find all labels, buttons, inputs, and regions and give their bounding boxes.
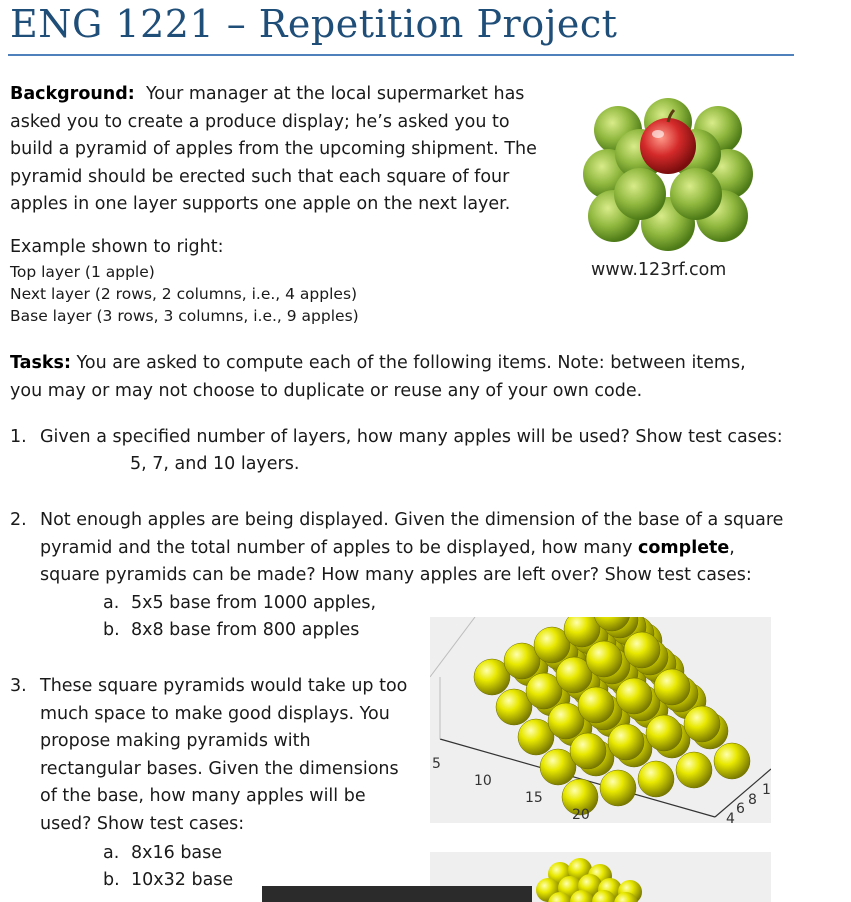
background-line: Your manager at the local supermarket has <box>145 84 525 104</box>
ball <box>616 678 652 714</box>
background-paragraph <box>10 81 570 219</box>
subitem-text: 5x5 base from 1000 apples, <box>131 593 377 613</box>
background-line: asked you to create a produce display; he’s asked you to <box>10 111 510 132</box>
tasks-label: Tasks: <box>10 353 71 373</box>
example-heading: Example shown to right: <box>10 237 224 257</box>
ball-pyramid-top <box>536 858 642 902</box>
tick-label: 20 <box>572 807 590 823</box>
tasks-line: you may or may not choose to duplicate or reuse any of your own code. <box>10 380 643 401</box>
page-title: ENG 1221 – Repetition Project <box>10 2 618 46</box>
ball-pyramid <box>474 617 750 815</box>
tick-label: 8 <box>748 792 757 808</box>
item2-line: square pyramids can be made? How many apples are left over? Show test cases: <box>40 565 752 585</box>
tasks-paragraph <box>10 350 746 405</box>
ball <box>586 641 622 677</box>
ball <box>676 752 712 788</box>
image-credit: www.123rf.com <box>591 260 727 280</box>
subitem-label: a. <box>103 843 120 863</box>
tick-label: 1 <box>762 782 771 798</box>
background-label: Background: <box>10 84 135 104</box>
item-number: 1. <box>10 427 27 447</box>
item2-line: Not enough apples are being displayed. Given the dimension of the base of a square <box>40 510 784 530</box>
apple-pyramid-image <box>578 92 758 252</box>
subitem-label: a. <box>103 593 120 613</box>
ball <box>638 761 674 797</box>
item1-line: Given a specified number of layers, how many apples will be used? Show test cases: <box>40 427 783 447</box>
subitem-text: 8x16 base <box>131 843 223 863</box>
example-line: Next layer (2 rows, 2 columns, i.e., 4 apples) <box>10 285 358 303</box>
item-number: 2. <box>10 510 27 530</box>
background-line: pyramid should be erected such that each square of four <box>10 166 510 187</box>
tick-label: 6 <box>736 801 745 817</box>
item3-line: rectangular bases. Given the dimensions <box>40 758 399 779</box>
ball <box>624 632 660 668</box>
ball <box>600 770 636 806</box>
tasks-line: You are asked to compute each of the following items. Note: between items, <box>76 353 746 373</box>
subitem-label: b. <box>103 870 120 890</box>
subitem-text: 10x32 base <box>131 870 234 890</box>
item3-line: much space to make good displays. You <box>40 703 390 724</box>
item2-emphasis: complete <box>638 537 730 558</box>
subitem-label: b. <box>103 620 120 640</box>
pyramid-plot-image <box>430 617 771 823</box>
ball <box>570 733 606 769</box>
item3-line: These square pyramids would take up too <box>40 676 408 696</box>
tick-label: 4 <box>726 811 735 823</box>
item3-text <box>40 673 407 838</box>
item3-line: used? Show test cases: <box>40 813 245 834</box>
tick-label: 10 <box>474 773 492 789</box>
ball <box>654 669 690 705</box>
ball <box>684 706 720 742</box>
bottom-overlay-bar <box>262 886 532 902</box>
item-number: 3. <box>10 676 27 696</box>
ball <box>578 687 614 723</box>
example-line: Base layer (3 rows, 3 columns, i.e., 9 apples) <box>10 307 359 325</box>
item3-line: propose making pyramids with <box>40 731 311 751</box>
item2-line: , <box>729 537 735 558</box>
example-line: Top layer (1 apple) <box>10 263 155 281</box>
item2-line: pyramid and the total number of apples to be displayed, how many <box>40 537 639 558</box>
ball <box>608 724 644 760</box>
ball <box>714 743 750 779</box>
subitem-text: 8x8 base from 800 apples <box>131 620 360 640</box>
item1-test-cases: 5, 7, and 10 layers. <box>130 454 300 474</box>
title-underline <box>8 54 794 56</box>
background-line: apples in one layer supports one apple on the next layer. <box>10 194 511 214</box>
item2-text <box>40 507 783 590</box>
background-line: build a pyramid of apples from the upcoming shipment. The <box>10 139 537 159</box>
tick-label: 5 <box>432 756 441 772</box>
tick-label: 15 <box>525 790 543 806</box>
ball <box>646 715 682 751</box>
item3-line: of the base, how many apples will be <box>40 786 366 806</box>
example-list <box>10 261 359 327</box>
